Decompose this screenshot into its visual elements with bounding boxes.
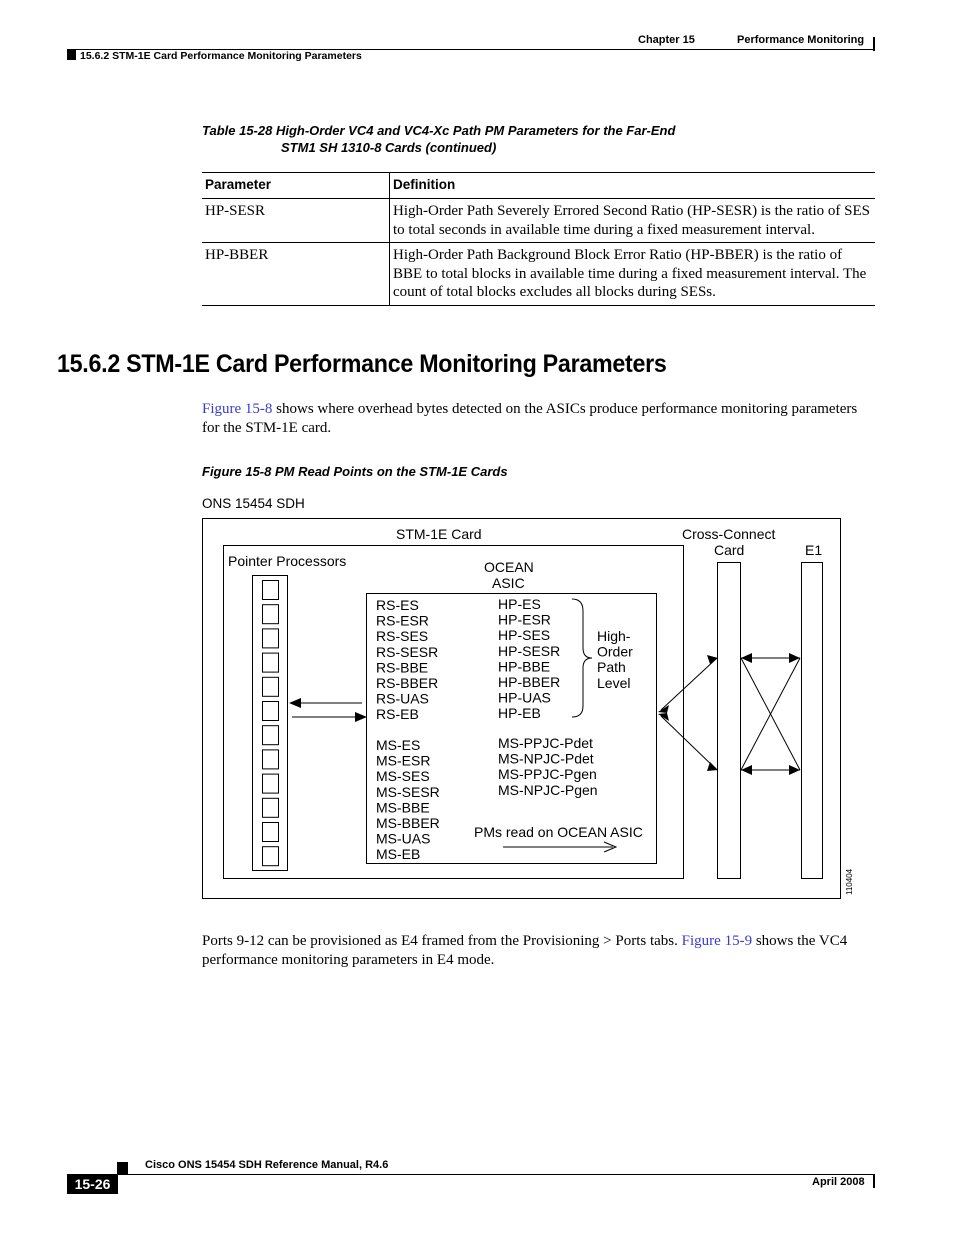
system-label: ONS 15454 SDH: [202, 496, 305, 511]
column-header-parameter: Parameter: [202, 173, 390, 199]
asic-xc-line-up: [661, 658, 717, 710]
pms-read-label: PMs read on OCEAN ASIC: [474, 824, 643, 840]
e4-paragraph-text-end: shows the VC4 performance monitoring parameters in E4 mode.: [202, 933, 848, 968]
ms-parameter: MS-UAS: [376, 830, 431, 847]
footer-date: April 2008: [812, 1176, 865, 1188]
ms-parameter: MS-BBE: [376, 799, 430, 816]
cross-connect-card: [718, 563, 741, 879]
pointer-processor-slot: [263, 847, 279, 866]
pointer-justification-parameter: MS-PPJC-Pdet: [498, 735, 593, 751]
rs-parameter: RS-SES: [376, 628, 429, 645]
high-order-path-level-label: [597, 628, 633, 691]
pm-parameter-table: [202, 172, 875, 306]
pointer-processor-slot: [263, 629, 279, 648]
table-caption-line2: STM1 SH 1310-8 Cards (continued): [281, 140, 497, 155]
level-label-line: High-: [597, 628, 631, 644]
pointer-justification-parameter: MS-NPJC-Pdet: [498, 750, 594, 767]
page-number: 15-26: [67, 1175, 118, 1194]
high-order-brace: [572, 599, 592, 717]
intro-paragraph-text: shows where overhead bytes detected on the ASICs produce performance monitoring parameters for the STM-1E card.: [202, 401, 858, 436]
ms-parameter: MS-EB: [376, 846, 421, 863]
table-cell-parameter: HP-SESR: [202, 199, 390, 243]
level-label-line: Path: [597, 659, 626, 676]
footer-bar: [873, 1174, 875, 1188]
rs-parameter: RS-BBER: [376, 675, 439, 691]
pointer-processor-slot: [263, 605, 279, 624]
table-row: [202, 243, 875, 306]
asic-arrowhead-up: [658, 705, 669, 713]
figure-id: 110404: [845, 868, 854, 895]
ms-parameter-list: [376, 737, 440, 862]
table-cell-definition: High-Order Path Background Block Error Ratio (HP-BBER) is the ratio of BBE to total blocks in available time during a fixed measurement interval. The count of total blocks excludes all blocks during SESs.: [390, 243, 876, 306]
pointer-processor-slot: [263, 581, 279, 600]
rs-parameter: RS-UAS: [376, 690, 429, 707]
rs-parameter-list: [376, 597, 438, 722]
ms-parameter: MS-ESR: [376, 752, 431, 769]
e1-card: [802, 563, 823, 879]
table-cell-definition: High-Order Path Severely Errored Second Ratio (HP-SESR) is the ratio of SES to total seconds in available time during a fixed measurement interval.: [390, 199, 876, 243]
rs-parameter: RS-ESR: [376, 612, 429, 629]
asic-xc-line-down: [661, 716, 717, 770]
figure-15-8-link[interactable]: Figure 15-8: [202, 401, 273, 417]
ms-parameter: MS-SESR: [376, 783, 440, 800]
asic-arrowhead-down: [658, 713, 669, 721]
section-heading: 15.6.2 STM-1E Card Performance Monitoring Parameters: [57, 350, 667, 378]
pointer-processor-slot: [263, 726, 279, 745]
pointer-processor-column: [253, 576, 288, 871]
pointer-processor-slot: [263, 653, 279, 672]
pointer-processor-slot: [263, 823, 279, 842]
header-marker: [67, 50, 76, 60]
pointer-processor-slot: [263, 750, 279, 769]
hp-parameter: HP-ESR: [498, 611, 551, 628]
figure-15-9-link[interactable]: Figure 15-9: [681, 933, 753, 949]
chapter-title: Performance Monitoring: [737, 34, 865, 46]
xc-arrowhead-lower-left: [707, 762, 718, 771]
rs-parameter: RS-BBE: [376, 659, 429, 676]
table-cell-parameter: HP-BBER: [202, 243, 390, 306]
card-label: STM-1E Card: [396, 526, 482, 542]
footer-manual-title: Cisco ONS 15454 SDH Reference Manual, R4.6: [145, 1159, 389, 1171]
hp-parameter: HP-SESR: [498, 642, 561, 659]
e4-paragraph: [202, 932, 874, 970]
ms-parameter: MS-ES: [376, 737, 421, 753]
chapter-number: Chapter 15: [638, 34, 695, 46]
ms-parameter: MS-SES: [376, 768, 430, 785]
hp-parameter-list: [498, 596, 560, 721]
pointer-processor-slot: [263, 798, 279, 817]
rs-parameter: RS-ES: [376, 597, 419, 613]
pointer-asic-arrowhead-left: [289, 698, 301, 708]
hp-parameter: HP-BBE: [498, 658, 551, 675]
intro-paragraph: [202, 400, 872, 438]
xc-label: Cross-Connect: [682, 526, 776, 542]
pointer-justification-parameter: MS-PPJC-Pgen: [498, 766, 597, 783]
pm-read-points-diagram: [195, 512, 875, 912]
level-label-line: Level: [597, 674, 631, 691]
hp-parameter: HP-UAS: [498, 689, 551, 706]
hp-parameter: HP-EB: [498, 705, 541, 722]
ocean-label: OCEAN: [484, 559, 534, 575]
hp-parameter: HP-BBER: [498, 674, 561, 690]
pointer-processor-slot: [263, 702, 279, 721]
pointer-processor-slot: [263, 677, 279, 696]
rs-parameter: RS-SESR: [376, 643, 439, 660]
e1-label: E1: [805, 542, 823, 558]
e4-paragraph-text-start: Ports 9-12 can be provisioned as E4 framed from the Provisioning > Ports tabs.: [202, 933, 682, 949]
running-section-title: 15.6.2 STM-1E Card Performance Monitoring Parameters: [80, 50, 362, 62]
footer-marker: [117, 1162, 128, 1174]
pointer-justification-parameter: MS-NPJC-Pgen: [498, 781, 598, 798]
rs-parameter: RS-EB: [376, 706, 419, 723]
hp-parameter: HP-SES: [498, 627, 551, 644]
ms-parameter: MS-BBER: [376, 815, 440, 831]
pointer-asic-arrowhead-right: [355, 712, 367, 722]
asic-label: ASIC: [492, 575, 525, 591]
figure-caption: Figure 15-8 PM Read Points on the STM-1E Cards: [202, 464, 508, 479]
table-caption-line1: Table 15-28 High-Order VC4 and VC4-Xc Path PM Parameters for the Far-End: [202, 123, 676, 138]
level-label-line: Order: [597, 643, 633, 660]
hp-parameter: HP-ES: [498, 596, 541, 612]
table-row: [202, 199, 875, 243]
column-header-definition: Definition: [390, 173, 876, 199]
pointer-processors-label: Pointer Processors: [228, 553, 347, 569]
pointer-justification-list: [498, 735, 598, 798]
pointer-slots: [263, 581, 279, 866]
xc-card-label: Card: [714, 542, 745, 558]
footer-rule: [67, 1174, 875, 1175]
pointer-processor-slot: [263, 774, 279, 793]
